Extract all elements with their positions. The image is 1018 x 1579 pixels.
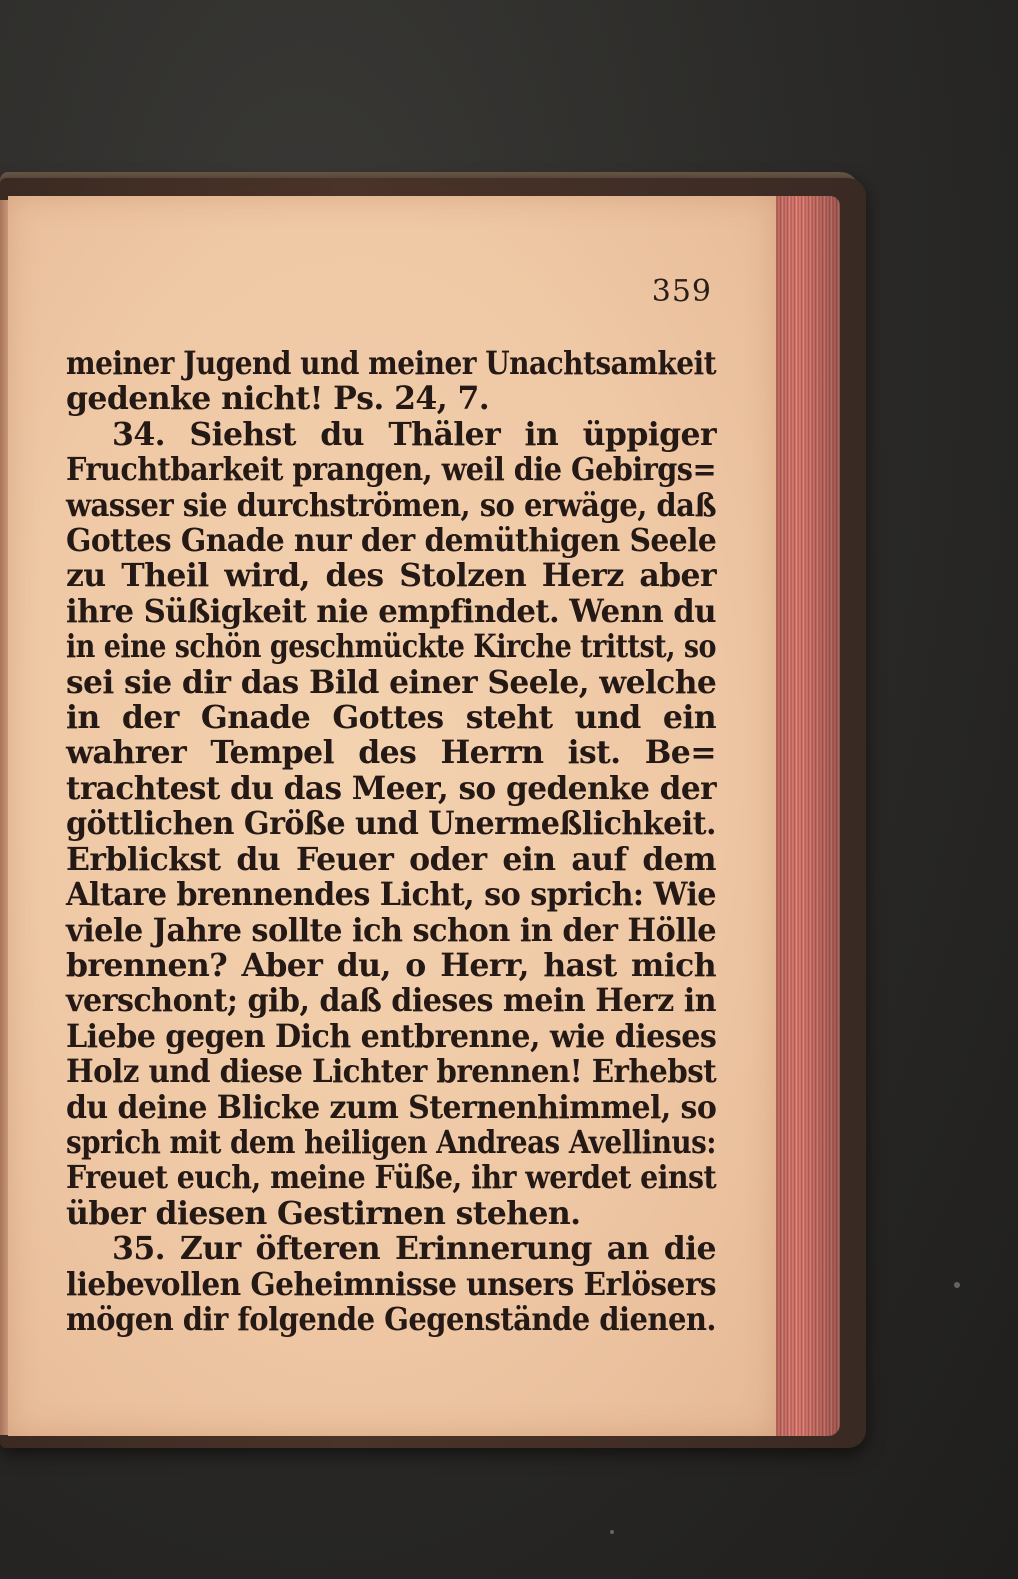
text-line: viele Jahre sollte ich schon in der Hölle bbox=[66, 911, 716, 949]
text-line: brennen? Aber du, o Herr, hast mich bbox=[66, 946, 716, 984]
text-line: meiner Jugend und meiner Unachtsamkeit bbox=[66, 345, 716, 382]
book-page bbox=[8, 196, 776, 1436]
text-line: Altare brennendes Licht, so sprich: Wie bbox=[66, 876, 716, 914]
text-line: du deine Blicke zum Sternenhimmel, so bbox=[66, 1088, 717, 1126]
page-text bbox=[66, 346, 716, 1337]
text-line: liebevollen Geheimnisse unsers Erlösers bbox=[66, 1265, 716, 1303]
page-number: 359 bbox=[651, 274, 712, 309]
text-line: sei sie dir das Bild einer Seele, welche bbox=[66, 663, 717, 701]
text-line: ihre Süßigkeit nie empfindet. Wenn du bbox=[66, 592, 716, 630]
text-line: gedenke nicht! Ps. 24, 7. bbox=[66, 380, 490, 418]
text-line: göttlichen Größe und Unermeßlichkeit. bbox=[66, 805, 716, 843]
text-line: zu Theil wird, des Stolzen Herz aber bbox=[66, 557, 716, 595]
text-line: sprich mit dem heiligen Andreas Avellinus: bbox=[66, 1123, 716, 1161]
text-line: 34. Siehst du Thäler in üppiger bbox=[112, 415, 716, 453]
text-line: mögen dir folgende Gegenstände dienen. bbox=[66, 1300, 716, 1338]
text-line: wasser sie durchströmen, so erwäge, daß bbox=[66, 486, 716, 524]
text-line: Fruchtbarkeit prangen, weil die Gebirgs= bbox=[66, 451, 716, 489]
text-line: verschont; gib, daß dieses mein Herz in bbox=[66, 982, 716, 1020]
text-line: wahrer Tempel des Herrn ist. Be= bbox=[66, 734, 716, 772]
dust-speck bbox=[954, 1282, 960, 1288]
text-line: Holz und diese Lichter brennen! Erhebst bbox=[66, 1053, 717, 1091]
dust-speck bbox=[610, 1530, 614, 1534]
text-line: Liebe gegen Dich entbrenne, wie dieses bbox=[66, 1017, 717, 1055]
text-line: in der Gnade Gottes steht und ein bbox=[66, 699, 716, 737]
text-line: Freuet euch, meine Füße, ihr werdet einst bbox=[66, 1159, 717, 1197]
text-line: über diesen Gestirnen stehen. bbox=[66, 1194, 581, 1232]
text-line: Erblickst du Feuer oder ein auf dem bbox=[66, 840, 716, 878]
text-line: trachtest du das Meer, so gedenke der bbox=[66, 769, 716, 807]
text-line: in eine schön geschmückte Kirche trittst, so bbox=[66, 628, 716, 666]
page-block-shadow bbox=[770, 196, 840, 1436]
text-line: 35. Zur öfteren Erinnerung an die bbox=[112, 1230, 716, 1268]
text-line: Gottes Gnade nur der demüthigen Seele bbox=[66, 522, 717, 560]
